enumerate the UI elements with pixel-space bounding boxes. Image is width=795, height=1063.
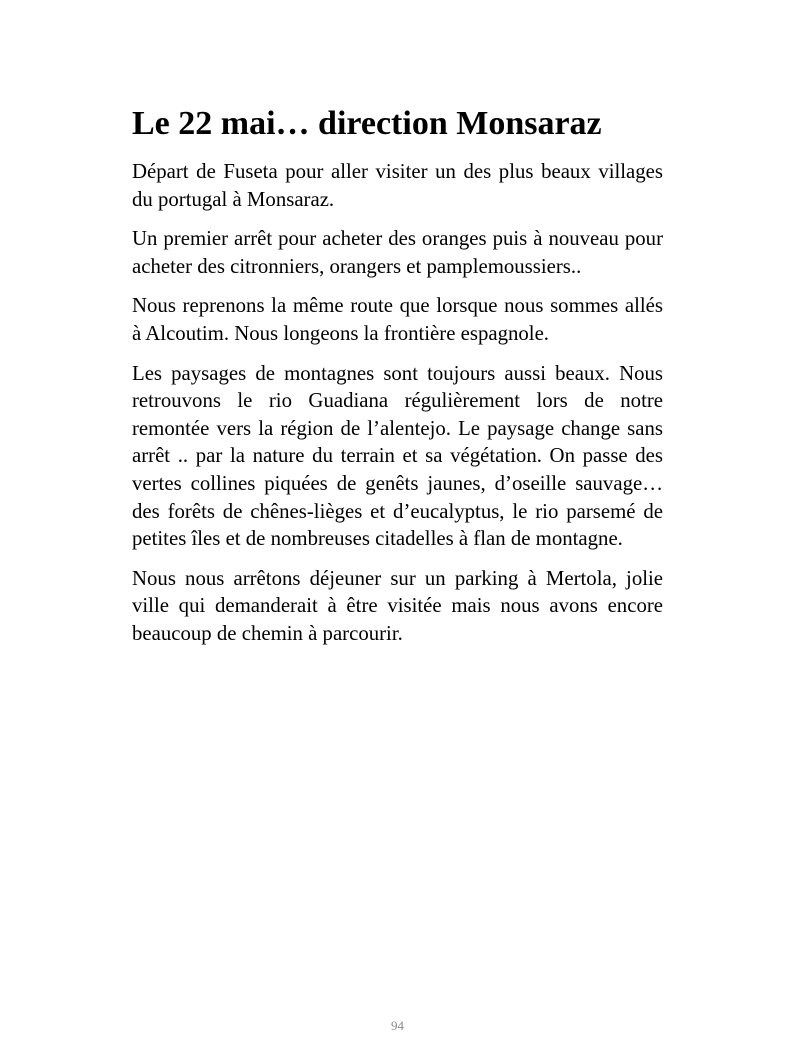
paragraph-first-stop: Un premier arrêt pour acheter des oranges puis à nouveau pour acheter des citronniers, orangers et pamplemoussiers.. [132, 227, 663, 278]
page-title: Le 22 mai… direction Monsaraz [132, 105, 602, 142]
page-number: 94 [391, 1018, 404, 1033]
paragraph-landscapes: Les paysages de montagnes sont toujours aussi beaux. Nous retrouvons le rio Guadiana régulièrement lors de notre remontée vers la région de l’alentejo. Le paysage change sans arrêt .. par la nature du terrain et sa végétation. On passe des vertes collines piquées de genêts jaunes, d’oseille sauvage… des forêts de chênes-lièges et d’eucalyptus, le rio parsemé de petites îles et de nombreuses citadelles à flan de montagne. [132, 361, 663, 551]
paragraph-route: Nous reprenons la même route que lorsque nous sommes allés à Alcoutim. Nous longeons la frontière espagnole. [132, 294, 663, 345]
paragraph-lunch-mertola: Nous nous arrêtons déjeuner sur un parking à Mertola, jolie ville qui demanderait à être visitée mais nous avons encore beaucoup de chemin à parcourir. [132, 566, 663, 645]
page-content [132, 100, 663, 660]
paragraph-departure: Départ de Fuseta pour aller visiter un des plus beaux villages du portugal à Monsaraz. [132, 160, 663, 211]
